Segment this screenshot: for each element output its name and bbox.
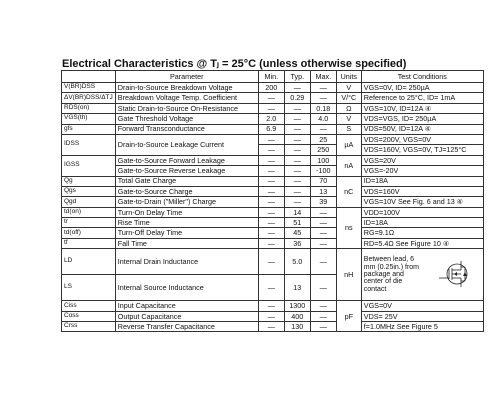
min-cell: — [258, 103, 284, 113]
condition-cell: RD=5.4Ω See Figure 10 ④ [361, 238, 483, 248]
min-cell: — [258, 155, 284, 165]
max-cell: 0.18 [310, 103, 336, 113]
max-cell: — [310, 218, 336, 228]
symbol-cell: td(off) [62, 228, 116, 238]
min-cell: — [258, 238, 284, 248]
symbol-cell: IDSS [62, 134, 116, 155]
min-cell: 6.9 [258, 124, 284, 134]
symbol-cell: VGS(th) [62, 114, 116, 124]
max-cell: — [310, 83, 336, 93]
symbol-cell: Qgs [62, 186, 116, 196]
min-cell: — [258, 197, 284, 207]
max-cell: -100 [310, 166, 336, 176]
parameter-cell: Internal Source Inductance [115, 275, 258, 301]
condition-cell: VDD=100V [361, 207, 483, 217]
parameter-cell: Output Capacitance [115, 311, 258, 321]
typ-cell: — [284, 155, 310, 165]
table-row [62, 124, 484, 134]
condition-cell: VDS=160V [361, 186, 483, 196]
max-cell: — [310, 322, 336, 332]
min-cell: — [258, 311, 284, 321]
typ-cell: — [284, 186, 310, 196]
max-cell: 13 [310, 186, 336, 196]
condition-cell: VDS= 25V [361, 311, 483, 321]
parameter-cell: Breakdown Voltage Temp. Coefficient [115, 93, 258, 103]
max-cell: 250 [310, 145, 336, 155]
min-cell: — [258, 218, 284, 228]
inductance-condition-text: Between lead, 6 mm (0.25in.) from package and center of die contact [363, 256, 420, 293]
table-header-row [62, 71, 484, 83]
min-cell: — [258, 186, 284, 196]
parameter-cell: Drain-to-Source Leakage Current [115, 134, 258, 155]
condition-cell: VDS=160V, VGS=0V, TJ=125°C [361, 145, 483, 155]
table-row [62, 207, 484, 217]
header-test-conditions: Test Conditions [361, 71, 483, 83]
min-cell: — [258, 322, 284, 332]
max-cell: 25 [310, 134, 336, 144]
max-cell: — [310, 275, 336, 301]
typ-cell: 5.0 [284, 249, 310, 275]
max-cell: 70 [310, 176, 336, 186]
symbol-cell: LS [62, 275, 116, 301]
table-row [62, 176, 484, 186]
parameter-cell: Total Gate Charge [115, 176, 258, 186]
min-cell: — [258, 134, 284, 144]
unit-cell: Ω [336, 103, 361, 113]
table-row [62, 155, 484, 165]
typ-cell: — [284, 103, 310, 113]
typ-cell: — [284, 83, 310, 93]
parameter-cell: Gate-to-Drain ("Miller") Charge [115, 197, 258, 207]
typ-cell: — [284, 145, 310, 155]
condition-cell: f=1.0MHz See Figure 5 [361, 322, 483, 332]
symbol-cell: IGSS [62, 155, 116, 176]
parameter-cell: Reverse Transfer Capacitance [115, 322, 258, 332]
symbol-cell: tf [62, 238, 116, 248]
max-cell: 39 [310, 197, 336, 207]
symbol-cell: Coss [62, 311, 116, 321]
condition-cell: RG=9.1Ω [361, 228, 483, 238]
symbol-cell: Crss [62, 322, 116, 332]
max-cell: — [310, 124, 336, 134]
condition-cell: VDS=50V, ID=12A ④ [361, 124, 483, 134]
parameter-cell: Gate-to-Source Forward Leakage [115, 155, 258, 165]
section-title: Electrical Characteristics @ Tⱼ = 25°C (unless otherwise specified) [62, 58, 407, 70]
min-cell: — [258, 145, 284, 155]
symbol-cell: Qg [62, 176, 116, 186]
header-typ: Typ. [284, 71, 310, 83]
header-min: Min. [258, 71, 284, 83]
max-cell: — [310, 228, 336, 238]
typ-cell: — [284, 197, 310, 207]
min-cell: — [258, 228, 284, 238]
parameter-cell: Turn-Off Delay Time [115, 228, 258, 238]
typ-cell: — [284, 124, 310, 134]
condition-cell: ID=18A [361, 218, 483, 228]
typ-cell: — [284, 114, 310, 124]
symbol-cell: gfs [62, 124, 116, 134]
header-units: Units [336, 71, 361, 83]
min-cell: — [258, 176, 284, 186]
parameter-cell: Gate-to-Source Charge [115, 186, 258, 196]
condition-cell [361, 249, 483, 301]
table-row [62, 218, 484, 228]
min-cell: — [258, 93, 284, 103]
min-cell: — [258, 301, 284, 311]
unit-cell: nC [336, 176, 361, 207]
max-cell: 100 [310, 155, 336, 165]
unit-cell: V/°C [336, 93, 361, 103]
min-cell: — [258, 275, 284, 301]
typ-cell: 51 [284, 218, 310, 228]
symbol-cell: Qgd [62, 197, 116, 207]
condition-cell: VDS=200V, VGS=0V [361, 134, 483, 144]
table-row [62, 166, 484, 176]
typ-cell: — [284, 176, 310, 186]
condition-cell: VGS=20V [361, 155, 483, 165]
header-symbol [62, 71, 116, 83]
typ-cell: 14 [284, 207, 310, 217]
condition-cell: VGS=10V See Fig. 6 and 13 ④ [361, 197, 483, 207]
typ-cell: — [284, 134, 310, 144]
parameter-cell: Forward Transconductance [115, 124, 258, 134]
unit-cell: V [336, 114, 361, 124]
max-cell: 4.0 [310, 114, 336, 124]
unit-cell: nA [336, 155, 361, 176]
typ-cell: 1300 [284, 301, 310, 311]
table-row [62, 83, 484, 93]
mosfet-symbol-icon [433, 259, 479, 289]
table-row [62, 249, 484, 275]
typ-cell: — [284, 166, 310, 176]
unit-cell: S [336, 124, 361, 134]
table-row [62, 186, 484, 196]
typ-cell: 45 [284, 228, 310, 238]
parameter-cell: Drain-to-Source Breakdown Voltage [115, 83, 258, 93]
typ-cell: 0.29 [284, 93, 310, 103]
unit-cell: nH [336, 249, 361, 301]
min-cell: — [258, 249, 284, 275]
max-cell: — [310, 301, 336, 311]
typ-cell: 36 [284, 238, 310, 248]
table-row [62, 93, 484, 103]
table-row [62, 311, 484, 321]
symbol-cell: td(on) [62, 207, 116, 217]
table-row [62, 322, 484, 332]
parameter-cell: Static Drain-to-Source On-Resistance [115, 103, 258, 113]
parameter-cell: Input Capacitance [115, 301, 258, 311]
max-cell: — [310, 93, 336, 103]
max-cell: — [310, 249, 336, 275]
unit-cell: pF [336, 301, 361, 332]
table-row [62, 103, 484, 113]
condition-cell: VGS=0V [361, 301, 483, 311]
table-row [62, 197, 484, 207]
condition-cell: VGS=10V, ID=12A ④ [361, 103, 483, 113]
header-max: Max. [310, 71, 336, 83]
unit-cell: V [336, 83, 361, 93]
typ-cell: 13 [284, 275, 310, 301]
min-cell: 200 [258, 83, 284, 93]
min-cell: — [258, 166, 284, 176]
table-row [62, 301, 484, 311]
symbol-cell: RDS(on) [62, 103, 116, 113]
min-cell: — [258, 207, 284, 217]
condition-cell: VGS=-20V [361, 166, 483, 176]
parameter-cell: Turn-On Delay Time [115, 207, 258, 217]
condition-cell: VDS=VGS, ID= 250µA [361, 114, 483, 124]
symbol-cell: tr [62, 218, 116, 228]
condition-cell: Reference to 25°C, ID= 1mA [361, 93, 483, 103]
table-row [62, 228, 484, 238]
condition-cell: ID=18A [361, 176, 483, 186]
symbol-cell: V(BR)DSS [62, 83, 116, 93]
max-cell: — [310, 238, 336, 248]
symbol-cell: LD [62, 249, 116, 275]
electrical-characteristics-table [61, 70, 484, 332]
condition-cell: VGS=0V, ID= 250µA [361, 83, 483, 93]
typ-cell: 130 [284, 322, 310, 332]
symbol-cell: ΔV(BR)DSS/ΔTJ [62, 93, 116, 103]
table-row [62, 238, 484, 248]
symbol-cell: Ciss [62, 301, 116, 311]
typ-cell: 400 [284, 311, 310, 321]
parameter-cell: Fall Time [115, 238, 258, 248]
table-row [62, 114, 484, 124]
parameter-cell: Rise Time [115, 218, 258, 228]
parameter-cell: Gate-to-Source Reverse Leakage [115, 166, 258, 176]
max-cell: — [310, 311, 336, 321]
max-cell: — [310, 207, 336, 217]
min-cell: 2.0 [258, 114, 284, 124]
parameter-cell: Internal Drain Inductance [115, 249, 258, 275]
unit-cell: ns [336, 207, 361, 249]
parameter-cell: Gate Threshold Voltage [115, 114, 258, 124]
unit-cell: µA [336, 134, 361, 155]
header-parameter: Parameter [115, 71, 258, 83]
table-row [62, 134, 484, 144]
